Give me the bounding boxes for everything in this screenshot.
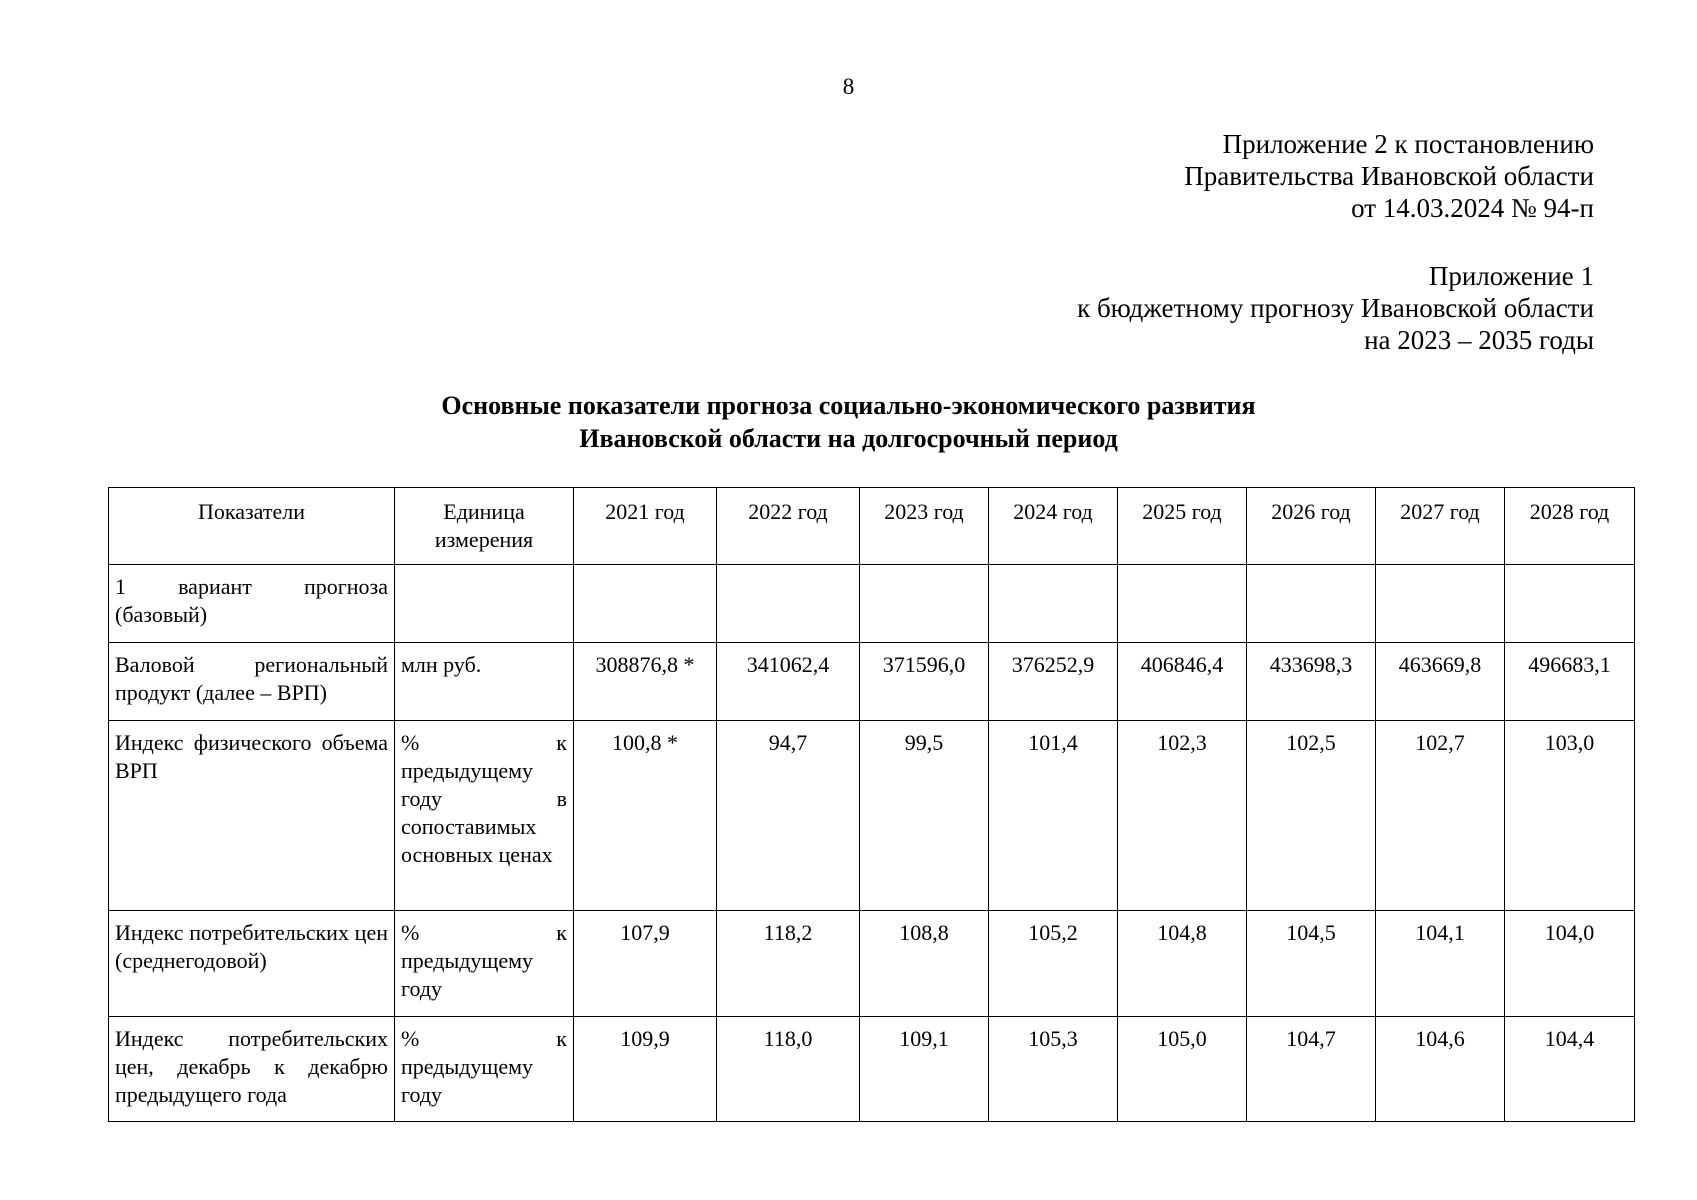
row-name-cell: Валовой региональный продукт (далее – ВРП) (109, 643, 395, 721)
value-cell: 308876,8 * (574, 643, 717, 721)
value-cell: 102,5 (1247, 721, 1376, 911)
row-unit-cell: % к предыдущему году в сопоставимых основных ценах (395, 721, 574, 911)
header-cell-year: 2027 год (1376, 488, 1505, 565)
value-cell: 463669,8 (1376, 643, 1505, 721)
row-name-cell: Индекс физического объема ВРП (109, 721, 395, 911)
value-cell: 107,9 (574, 911, 717, 1017)
table-row (109, 721, 1635, 911)
value-cell: 341062,4 (717, 643, 860, 721)
header-cell-year: 2025 год (1118, 488, 1247, 565)
value-cell: 108,8 (860, 911, 989, 1017)
value-cell: 109,9 (574, 1017, 717, 1122)
value-cell: 105,2 (989, 911, 1118, 1017)
appendix-reference-block (1184, 128, 1594, 224)
value-cell: 433698,3 (1247, 643, 1376, 721)
value-cell: 104,5 (1247, 911, 1376, 1017)
table-header-row (109, 488, 1635, 565)
header-cell-year: 2021 год (574, 488, 717, 565)
header-cell-year: 2022 год (717, 488, 860, 565)
table-row (109, 911, 1635, 1017)
value-cell: 104,0 (1505, 911, 1635, 1017)
table-row (109, 565, 1635, 643)
header-cell-year: 2023 год (860, 488, 989, 565)
header-cell-year: 2028 год (1505, 488, 1635, 565)
value-cell: 104,6 (1376, 1017, 1505, 1122)
value-cell: 99,5 (860, 721, 989, 911)
value-cell: 104,8 (1118, 911, 1247, 1017)
value-cell: 105,3 (989, 1017, 1118, 1122)
value-cell: 104,4 (1505, 1017, 1635, 1122)
value-cell: 406846,4 (1118, 643, 1247, 721)
value-cell: 109,1 (860, 1017, 989, 1122)
document-title (0, 389, 1697, 455)
page-number: 8 (842, 74, 855, 99)
appendix-line: на 2023 – 2035 годы (1364, 325, 1594, 355)
value-cell: 102,7 (1376, 721, 1505, 911)
appendix-line: к бюджетному прогнозу Ивановской области (1077, 293, 1594, 323)
appendix-line: Правительства Ивановской области (1184, 161, 1594, 191)
title-line: Ивановской области на долгосрочный период (579, 424, 1118, 453)
row-name-cell: Индекс потребительских цен (среднегодовой) (109, 911, 395, 1017)
value-cell: 100,8 * (574, 721, 717, 911)
row-unit-cell (395, 565, 574, 643)
value-cell (1376, 565, 1505, 643)
header-cell-indicators: Показатели (109, 488, 395, 565)
header-cell-unit: Единица измерения (395, 488, 574, 565)
value-cell: 376252,9 (989, 643, 1118, 721)
value-cell: 104,1 (1376, 911, 1505, 1017)
value-cell: 101,4 (989, 721, 1118, 911)
value-cell: 496683,1 (1505, 643, 1635, 721)
value-cell: 94,7 (717, 721, 860, 911)
row-name-cell: 1 вариант прогноза (базовый) (109, 565, 395, 643)
budget-forecast-appendix-block (1077, 260, 1594, 356)
value-cell: 103,0 (1505, 721, 1635, 911)
row-name-cell: Индекс потребительских цен, декабрь к декабрю предыдущего года (109, 1017, 395, 1122)
value-cell (989, 565, 1118, 643)
value-cell: 371596,0 (860, 643, 989, 721)
value-cell: 105,0 (1118, 1017, 1247, 1122)
row-unit-cell: % к предыдущему году (395, 1017, 574, 1122)
appendix-line: Приложение 1 (1428, 261, 1594, 291)
table-row (109, 1017, 1635, 1122)
value-cell: 104,7 (1247, 1017, 1376, 1122)
appendix-line: от 14.03.2024 № 94-п (1351, 193, 1594, 223)
appendix-line: Приложение 2 к постановлению (1222, 129, 1594, 159)
row-unit-cell: % к предыдущему году (395, 911, 574, 1017)
value-cell (1505, 565, 1635, 643)
value-cell (1118, 565, 1247, 643)
value-cell (1247, 565, 1376, 643)
header-cell-year: 2026 год (1247, 488, 1376, 565)
header-cell-year: 2024 год (989, 488, 1118, 565)
value-cell: 118,2 (717, 911, 860, 1017)
value-cell: 102,3 (1118, 721, 1247, 911)
forecast-table (108, 487, 1635, 1122)
row-unit-cell: млн руб. (395, 643, 574, 721)
table-row (109, 643, 1635, 721)
value-cell (860, 565, 989, 643)
value-cell (717, 565, 860, 643)
value-cell: 118,0 (717, 1017, 860, 1122)
title-line: Основные показатели прогноза социально-экономического развития (441, 391, 1256, 420)
value-cell (574, 565, 717, 643)
